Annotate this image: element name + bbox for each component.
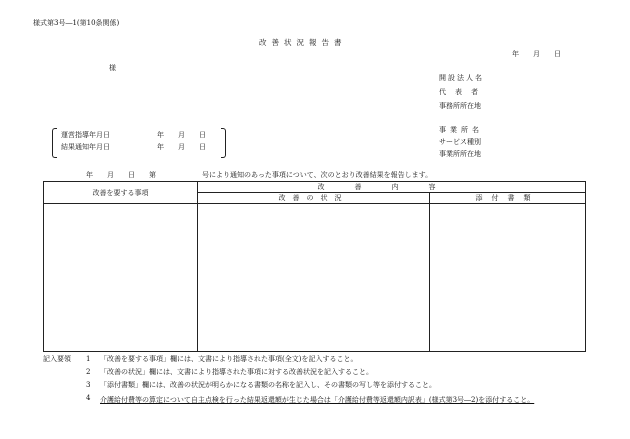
report-date: 年 月 日 (512, 50, 561, 58)
right-bracket (221, 128, 226, 158)
notice-date: 年 月 日 (157, 143, 206, 151)
documents-cell[interactable] (430, 204, 586, 352)
note-text: 「改善を要する事項」欄には、文書により指導された事項(全文)を記入すること。 (100, 355, 358, 363)
note-text: 「改善の状況」欄には、文書により指導された事項に対する改善状況を記入すること。 (100, 368, 373, 376)
intro-date-part: 年 月 日 第 (86, 171, 156, 179)
note-number: 3 (86, 381, 91, 389)
representative-label: 代表者 (439, 88, 487, 96)
office-name-label: 事業所名 (439, 126, 483, 134)
service-type-label: サービス種別 (439, 138, 481, 146)
note-number: 2 (86, 368, 91, 376)
office-location-label: 事業所所在地 (439, 150, 481, 158)
notes-label: 記入要領 (43, 355, 71, 363)
note-number: 1 (86, 355, 91, 363)
items-cell[interactable] (44, 204, 198, 352)
status-header: 改善の状況 (198, 193, 430, 204)
note-number: 4 (86, 394, 91, 402)
content-header: 改善内容 (198, 182, 586, 193)
note-text-underlined: 介護給付費等の算定について自主点検を行った結果返還額が生じた場合は「介護給付費等返還額内訳表」(様式第3号―2)を添付すること。 (100, 396, 535, 404)
left-bracket (52, 128, 57, 158)
document-title: 改善状況報告書 (259, 38, 347, 47)
office-address-label: 事務所所在地 (439, 102, 481, 110)
intro-text: 号により通知のあった事項について、次のとおり改善結果を報告します。 (202, 171, 433, 179)
status-cell[interactable] (198, 204, 430, 352)
corporation-name-label: 開設法人名 (439, 74, 484, 82)
note-text: 「添付書類」欄には、改善の状況が明らかになる書類の名称を記入し、その書類の写し等を添付すること。 (100, 381, 436, 389)
notice-date-label: 結果通知年月日 (61, 143, 110, 151)
guidance-date: 年 月 日 (157, 131, 206, 139)
addressee-suffix: 様 (109, 64, 116, 72)
documents-header: 添付書類 (430, 193, 586, 204)
guidance-date-label: 運営指導年月日 (61, 131, 110, 139)
improvement-table (43, 181, 586, 352)
form-number: 様式第3号―1(第10条関係) (33, 19, 120, 27)
items-header: 改善を要する事項 (44, 182, 198, 204)
